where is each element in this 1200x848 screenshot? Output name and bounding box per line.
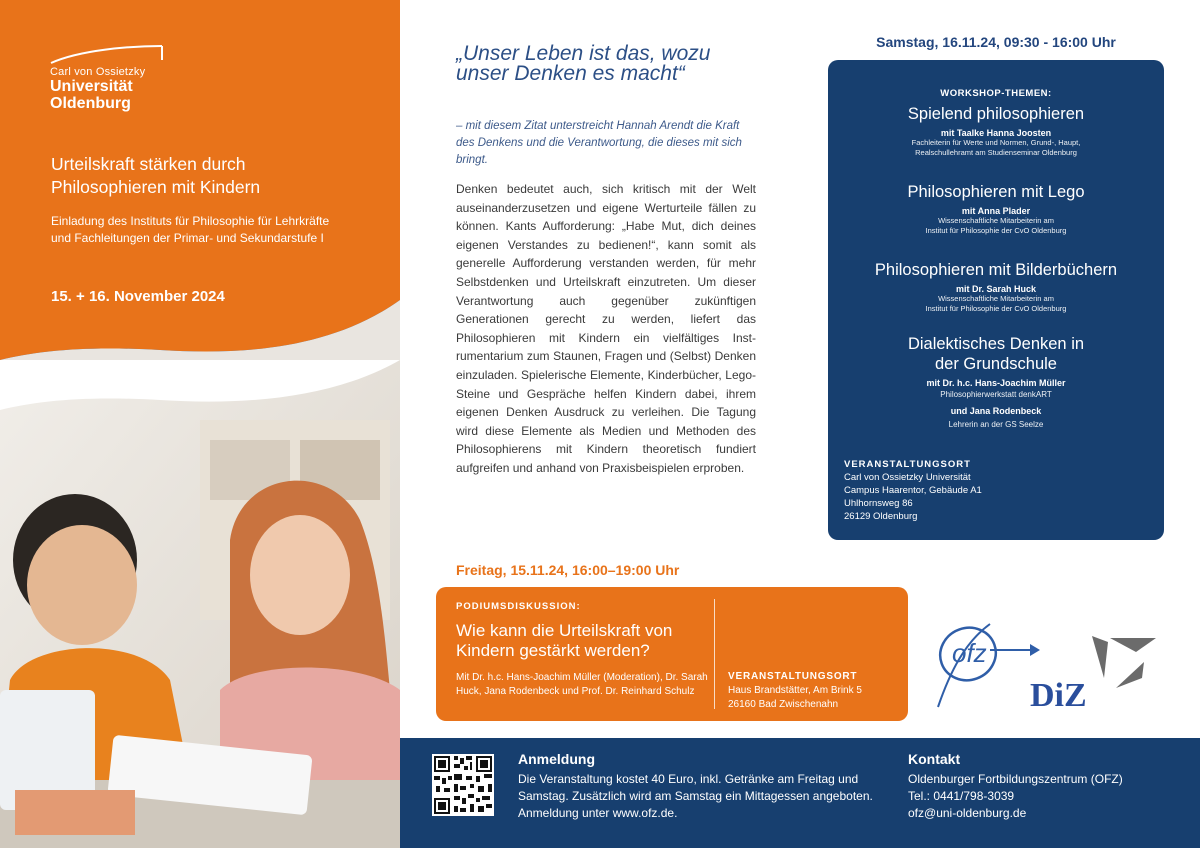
intro-body-text: Denken bedeutet auch, sich kritisch mit der Welt auseinanderzusetzen und eigene Werturteile fällen zu können. Kants Aufforderung: „Habe Mut, dich deines eigenen Verstandes zu bedienen!“, kann somit als generelle Aufforderung verstanden werden, für mehr Selbstdenken und Urteilskraft einzutreten. Um dieser Verantwortung auch gegenüber zukünftigen Generationen gerecht zu werden, liefert das Philosophieren mit Kindern ein vielfältiges Instrumentarium zum Staunen, Fragen und (Selbst) Denken einzuladen. Spielerische Elemente, Kinderbücher, Lego-Steine und Gespräche helfen Kindern dabei, ihrem eigenen Denken Ausdruck zu verleihen. Die Tagung wird diese Elemente als Medien und Methoden des Philosophierens mit Kindern theoretisch fundiert aufgreifen und anhand von Praxisbeispielen erproben. xyxy=(456,182,756,475)
workshop-2 xyxy=(828,182,1164,236)
logo-line-1: Carl von Ossietzky xyxy=(50,66,146,78)
workshop-kicker: WORKSHOP-THEMEN: xyxy=(940,88,1052,99)
workshop-title-line-1: Dialektisches Denken in xyxy=(907,335,1085,353)
event-subtitle: Einladung des Instituts für Philosophie für Lehrkräfte und Fachleitungen der Primar- und Sekundarstufe I xyxy=(51,214,330,245)
workshop-box xyxy=(828,60,1164,540)
workshop-presenter: mit Taalke Hanna Joosten xyxy=(940,128,1052,138)
logo-line-3: Oldenburg xyxy=(50,95,131,112)
partner-logos xyxy=(930,612,1170,722)
podium-venue-line-1: Haus Brandstätter, Am Brink 5 xyxy=(728,685,862,696)
workshop-desc: Institut für Philosophie der CvO Oldenburg xyxy=(925,226,1067,235)
workshop-presenter-2: und Jana Rodenbeck xyxy=(950,406,1042,416)
podium-question: Wie kann die Urteilskraft von Kindern gestärkt werden? xyxy=(456,621,673,660)
university-logo xyxy=(50,44,170,112)
bottom-bar xyxy=(400,738,1200,848)
workshop-1 xyxy=(828,104,1164,158)
diz-logo-text: DiZ xyxy=(1030,677,1087,714)
workshop-presenter: mit Dr. h.c. Hans-Joachim Müller xyxy=(926,378,1066,388)
workshop-title: Philosophieren mit Bilderbüchern xyxy=(874,261,1118,279)
logo-arc-icon xyxy=(50,44,170,64)
registration-title: Anmeldung xyxy=(518,751,595,767)
workshop-desc: Wissenschaftliche Mitarbeiterin am xyxy=(938,216,1054,225)
workshop-desc: Realschullehramt am Studienseminar Oldenburg xyxy=(915,148,1077,157)
saturday-venue-line-3: Uhlhornsweg 86 xyxy=(844,498,913,509)
event-date: 15. + 16. November 2024 xyxy=(51,288,225,305)
contact-title: Kontakt xyxy=(908,751,961,767)
saturday-venue-label: VERANSTALTUNGSORT xyxy=(844,459,971,470)
diz-logo xyxy=(1030,636,1156,714)
workshop-desc: Fachleiterin für Werte und Normen, Grund-, Haupt, xyxy=(911,138,1081,147)
workshop-presenter: mit Anna Plader xyxy=(961,206,1031,216)
children-photo xyxy=(0,360,400,848)
friday-title: Freitag, 15.11.24, 16:00–19:00 Uhr xyxy=(456,562,680,578)
contact-email[interactable]: ofz@uni-oldenburg.de xyxy=(908,806,1027,820)
saturday-venue-line-1: Carl von Ossietzky Universität xyxy=(844,472,971,483)
podium-box xyxy=(436,587,908,721)
registration-text: Die Veranstaltung kostet 40 Euro, inkl. Getränke am Freitag und Samstag. Zusätzlich wird am Samstag ein Mittagessen angeboten. Anmeldung unter www.ofz.de. xyxy=(518,772,873,820)
workshop-4 xyxy=(828,334,1164,430)
arendt-quote: „Unser Leben ist das, wozu unser Denken es macht“ xyxy=(456,42,711,85)
podium-divider xyxy=(714,599,715,709)
ofz-logo-text: ofz xyxy=(952,638,987,668)
contact-phone[interactable]: Tel.: 0441/798-3039 xyxy=(908,789,1015,803)
workshop-title-line-2: der Grundschule xyxy=(935,355,1057,373)
workshop-desc: Wissenschaftliche Mitarbeiterin am xyxy=(938,294,1054,303)
contact-org: Oldenburger Fortbildungszentrum (OFZ) xyxy=(908,772,1123,786)
workshop-desc: Philosophierwerkstatt denkART xyxy=(940,390,1052,399)
event-title: Urteilskraft stärken durch Philosophieren mit Kindern xyxy=(51,154,261,197)
workshop-title: Spielend philosophieren xyxy=(907,105,1085,123)
podium-venue xyxy=(728,684,862,711)
quote-source: – mit diesem Zitat unterstreicht Hannah Arendt die Kraft des Denkens und die Verantwortung, die dieses mit sich bringt. xyxy=(456,120,742,166)
saturday-venue-line-2: Campus Haarentor, Gebäude A1 xyxy=(844,485,982,496)
left-panel xyxy=(0,0,400,848)
workshop-3 xyxy=(828,260,1164,314)
podium-guests: Mit Dr. h.c. Hans-Joachim Müller (Moderation), Dr. Sarah Huck, Jana Rodenbeck und Prof. Dr. Reinhard Schulz xyxy=(456,672,708,697)
saturday-title: Samstag, 16.11.24, 09:30 - 16:00 Uhr xyxy=(876,34,1116,50)
qr-code-icon[interactable] xyxy=(432,754,494,816)
workshop-desc: Lehrerin an der GS Seelze xyxy=(948,420,1044,429)
workshop-desc: Institut für Philosophie der CvO Oldenburg xyxy=(925,304,1067,313)
workshop-title: Philosophieren mit Lego xyxy=(907,183,1085,201)
podium-venue-label: VERANSTALTUNGSORT xyxy=(728,671,858,682)
logo-line-2: Universität xyxy=(50,78,133,95)
workshop-presenter: mit Dr. Sarah Huck xyxy=(955,284,1037,294)
contact-text xyxy=(908,771,1188,822)
podium-venue-line-2: 26160 Bad Zwischenahn xyxy=(728,698,839,710)
saturday-venue xyxy=(844,458,982,523)
ofz-logo xyxy=(933,620,1040,707)
podium-kicker: PODIUMSDISKUSSION: xyxy=(456,601,581,612)
saturday-venue-line-4: 26129 Oldenburg xyxy=(844,511,918,522)
